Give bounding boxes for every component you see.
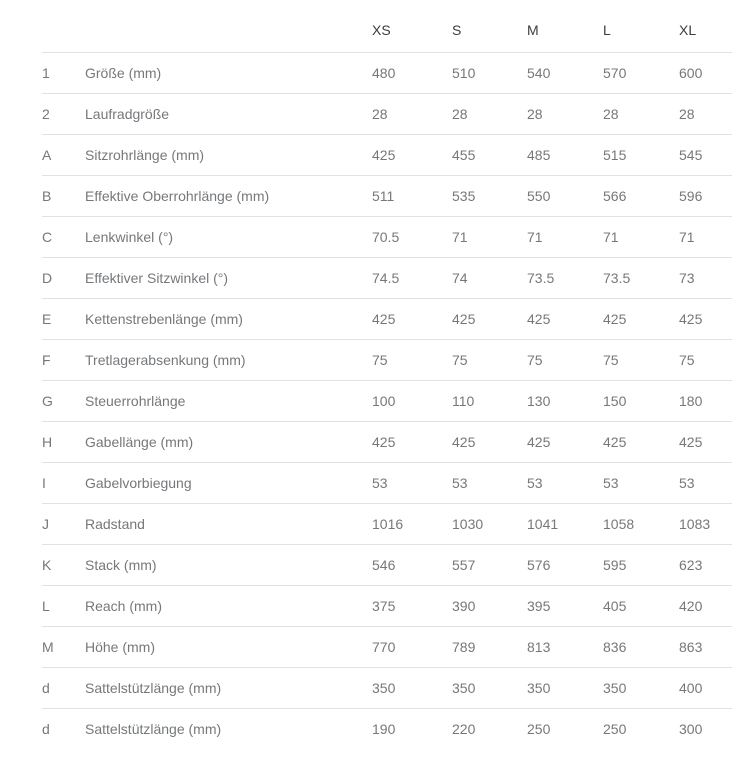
row-key: F: [42, 352, 51, 368]
table-row: [42, 340, 732, 381]
row-label: Sitzrohrlänge (mm): [85, 147, 205, 163]
row-label: Reach (mm): [85, 598, 163, 614]
row-label: Stack (mm): [85, 557, 157, 573]
row-value-xs: 100: [372, 393, 396, 409]
row-value-s: 425: [452, 311, 476, 327]
row-label: Gabellänge (mm): [85, 434, 194, 450]
row-key: 1: [42, 65, 50, 81]
row-value-l: 1058: [603, 516, 635, 532]
header-key-cell: [42, 0, 85, 53]
row-value-xl: 71: [679, 229, 695, 245]
row-value-s: 75: [452, 352, 468, 368]
header-row: [42, 0, 732, 53]
table-row: [42, 668, 732, 709]
row-value-xs: 480: [372, 65, 396, 81]
table-row: [42, 463, 732, 504]
row-value-xl: 425: [679, 311, 703, 327]
row-value-l: 425: [603, 434, 627, 450]
row-value-m: 813: [527, 639, 551, 655]
row-key: A: [42, 147, 52, 163]
row-value-m: 576: [527, 557, 551, 573]
row-value-m: 71: [527, 229, 543, 245]
row-key: G: [42, 393, 53, 409]
row-value-xs: 350: [372, 680, 396, 696]
table-row: [42, 709, 732, 750]
column-header-s: S: [452, 22, 462, 38]
row-value-m: 1041: [527, 516, 559, 532]
row-value-m: 75: [527, 352, 543, 368]
table-row: [42, 586, 732, 627]
row-label: Tretlagerabsenkung (mm): [85, 352, 246, 368]
table-row: [42, 299, 732, 340]
row-value-m: 395: [527, 598, 551, 614]
row-label: Radstand: [85, 516, 145, 532]
row-key: d: [42, 680, 50, 696]
table-row: [42, 135, 732, 176]
row-value-l: 73.5: [603, 270, 631, 286]
row-value-l: 75: [603, 352, 619, 368]
table-row: [42, 94, 732, 135]
row-value-xs: 75: [372, 352, 388, 368]
row-value-l: 53: [603, 475, 619, 491]
row-value-m: 28: [527, 106, 543, 122]
row-label: Steuerrohrlänge: [85, 393, 186, 409]
table-row: [42, 53, 732, 94]
row-value-xl: 400: [679, 680, 703, 696]
row-value-s: 535: [452, 188, 476, 204]
table-row: [42, 627, 732, 668]
row-label: Gabelvorbiegung: [85, 475, 192, 491]
row-value-l: 250: [603, 721, 627, 737]
row-value-xs: 770: [372, 639, 396, 655]
row-value-xl: 75: [679, 352, 695, 368]
row-value-m: 540: [527, 65, 551, 81]
row-value-xs: 546: [372, 557, 396, 573]
row-label: Effektiver Sitzwinkel (°): [85, 270, 229, 286]
row-value-s: 110: [452, 393, 475, 409]
row-value-xl: 600: [679, 65, 703, 81]
row-label: Sattelstützlänge (mm): [85, 721, 222, 737]
row-value-xl: 180: [679, 393, 703, 409]
row-value-s: 510: [452, 65, 476, 81]
row-value-xl: 28: [679, 106, 695, 122]
row-value-s: 557: [452, 557, 476, 573]
row-value-s: 220: [452, 721, 476, 737]
table-row: [42, 422, 732, 463]
row-key: K: [42, 557, 52, 573]
row-value-s: 390: [452, 598, 476, 614]
row-value-xs: 74.5: [372, 270, 400, 286]
row-value-xl: 73: [679, 270, 695, 286]
header-label-cell: [85, 0, 372, 53]
row-value-xs: 190: [372, 721, 396, 737]
row-value-s: 425: [452, 434, 476, 450]
row-value-xs: 53: [372, 475, 388, 491]
row-value-l: 405: [603, 598, 627, 614]
row-value-xs: 70.5: [372, 229, 400, 245]
row-value-xl: 300: [679, 721, 703, 737]
row-value-l: 71: [603, 229, 619, 245]
geometry-table: [42, 0, 732, 749]
row-label: Effektive Oberrohrlänge (mm): [85, 188, 270, 204]
row-value-xl: 425: [679, 434, 703, 450]
row-value-xl: 53: [679, 475, 695, 491]
table-row: [42, 381, 732, 422]
row-value-s: 350: [452, 680, 476, 696]
row-value-m: 550: [527, 188, 551, 204]
row-value-s: 74: [452, 270, 468, 286]
row-value-xs: 1016: [372, 516, 404, 532]
row-value-xs: 28: [372, 106, 388, 122]
row-value-xl: 1083: [679, 516, 711, 532]
row-value-m: 425: [527, 434, 551, 450]
table-row: [42, 545, 732, 586]
row-key: D: [42, 270, 53, 286]
row-value-s: 789: [452, 639, 476, 655]
row-value-m: 350: [527, 680, 551, 696]
row-label: Sattelstützlänge (mm): [85, 680, 222, 696]
column-header-m: M: [527, 22, 539, 38]
row-value-xs: 425: [372, 147, 396, 163]
row-key: M: [42, 639, 54, 655]
row-key: d: [42, 721, 50, 737]
table-row: [42, 258, 732, 299]
row-key: H: [42, 434, 53, 450]
row-label: Größe (mm): [85, 65, 162, 81]
row-key: J: [42, 516, 49, 532]
table-row: [42, 176, 732, 217]
row-key: L: [42, 598, 50, 614]
row-key: B: [42, 188, 52, 204]
row-value-xl: 545: [679, 147, 703, 163]
row-value-xs: 425: [372, 434, 396, 450]
row-value-l: 570: [603, 65, 627, 81]
row-value-xs: 425: [372, 311, 396, 327]
row-value-xl: 596: [679, 188, 703, 204]
row-value-s: 455: [452, 147, 476, 163]
row-key: I: [42, 475, 46, 491]
row-key: C: [42, 229, 53, 245]
row-value-m: 425: [527, 311, 551, 327]
table-row: [42, 217, 732, 258]
column-header-l: L: [603, 22, 611, 38]
row-value-m: 130: [527, 393, 551, 409]
table-body: [42, 53, 732, 750]
table-row: [42, 504, 732, 545]
row-value-s: 71: [452, 229, 468, 245]
row-key: E: [42, 311, 52, 327]
row-value-l: 836: [603, 639, 627, 655]
row-label: Lenkwinkel (°): [85, 229, 174, 245]
row-value-m: 485: [527, 147, 551, 163]
row-value-l: 350: [603, 680, 627, 696]
row-label: Laufradgröße: [85, 106, 170, 122]
row-key: 2: [42, 106, 50, 122]
row-label: Höhe (mm): [85, 639, 156, 655]
column-header-xl: XL: [679, 22, 697, 38]
row-value-xl: 623: [679, 557, 703, 573]
row-value-xs: 511: [372, 188, 395, 204]
row-value-s: 1030: [452, 516, 484, 532]
row-value-l: 150: [603, 393, 627, 409]
row-value-l: 28: [603, 106, 619, 122]
row-value-m: 250: [527, 721, 551, 737]
row-value-l: 515: [603, 147, 627, 163]
row-value-l: 595: [603, 557, 627, 573]
row-label: Kettenstrebenlänge (mm): [85, 311, 243, 327]
row-value-s: 53: [452, 475, 468, 491]
row-value-l: 566: [603, 188, 627, 204]
column-header-xs: XS: [372, 22, 391, 38]
row-value-m: 53: [527, 475, 543, 491]
row-value-xl: 420: [679, 598, 703, 614]
row-value-xs: 375: [372, 598, 396, 614]
row-value-l: 425: [603, 311, 627, 327]
row-value-m: 73.5: [527, 270, 555, 286]
row-value-s: 28: [452, 106, 468, 122]
row-value-xl: 863: [679, 639, 703, 655]
